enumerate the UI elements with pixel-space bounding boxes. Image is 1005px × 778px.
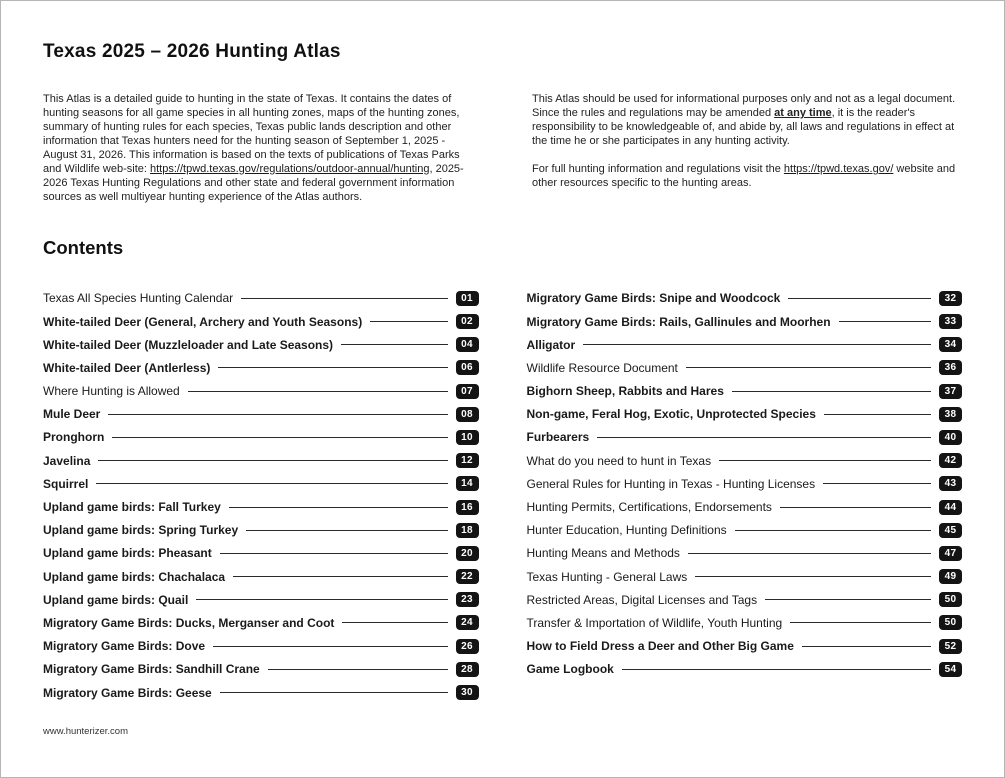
- toc-entry[interactable]: [527, 449, 963, 472]
- toc-page-badge: 07: [456, 384, 479, 399]
- toc-page-badge: 40: [939, 430, 962, 445]
- toc-leader-line: [268, 669, 448, 670]
- toc-entry[interactable]: [43, 426, 479, 449]
- toc-leader-line: [108, 414, 447, 415]
- toc-entry-label: Restricted Areas, Digital Licenses and Tags: [526, 592, 758, 607]
- toc-entry[interactable]: [43, 449, 479, 472]
- toc-page-badge: 28: [456, 662, 479, 677]
- more-info-text: For full hunting information and regulations visit the: [532, 162, 784, 175]
- toc-entry[interactable]: [527, 310, 963, 333]
- toc-page-badge: 43: [939, 476, 962, 491]
- toc-entry[interactable]: [527, 426, 963, 449]
- toc-entry-label: Migratory Game Birds: Ducks, Merganser and Coot: [43, 615, 335, 630]
- toc-page-badge: 18: [456, 523, 479, 538]
- toc-entry-label: Hunting Means and Methods: [526, 546, 680, 561]
- toc-entry[interactable]: [527, 658, 963, 681]
- toc-page-badge: 04: [456, 337, 479, 352]
- toc-leader-line: [597, 437, 931, 438]
- disclaimer-paragraph: [532, 93, 962, 149]
- toc-leader-line: [719, 460, 931, 461]
- toc-leader-line: [688, 553, 931, 554]
- toc-leader-line: [246, 530, 447, 531]
- toc-leader-line: [695, 576, 931, 577]
- toc-leader-line: [735, 530, 931, 531]
- toc-entry[interactable]: [43, 658, 479, 681]
- contents-heading: Contents: [43, 236, 124, 258]
- toc-leader-line: [218, 367, 447, 368]
- toc-entry-label: Hunter Education, Hunting Definitions: [526, 523, 727, 538]
- more-info-text-after: website and other resources specific to the hunting areas.: [532, 162, 956, 189]
- intro-section: [43, 93, 962, 205]
- toc-leader-line: [220, 692, 448, 693]
- toc-entry[interactable]: [43, 542, 479, 565]
- toc-leader-line: [196, 599, 447, 600]
- toc-page-badge: 44: [939, 500, 962, 515]
- toc-entry-label: Upland game birds: Chachalaca: [43, 569, 226, 584]
- toc-leader-line: [839, 321, 931, 322]
- toc-column-right: [527, 287, 963, 704]
- toc-entry[interactable]: [43, 310, 479, 333]
- toc-leader-line: [823, 483, 931, 484]
- toc-entry[interactable]: [527, 588, 963, 611]
- toc-entry[interactable]: [527, 635, 963, 658]
- disclaimer-text-after: , it is the reader's responsibility to be knowledgeable of, and abide by, all laws and regulations in effect at the time he or she participates in any hunting activity.: [532, 106, 955, 147]
- toc-leader-line: [788, 298, 931, 299]
- toc-page-badge: 42: [939, 453, 962, 468]
- toc-entry-label: Upland game birds: Spring Turkey: [43, 523, 239, 538]
- toc-entry-label: Javelina: [43, 453, 91, 468]
- toc-entry-label: Bighorn Sheep, Rabbits and Hares: [526, 384, 724, 399]
- toc-entry-label: Transfer & Importation of Wildlife, Youth Hunting: [526, 615, 783, 630]
- toc-page-badge: 33: [939, 314, 962, 329]
- toc-entry[interactable]: [43, 333, 479, 356]
- toc-entry-label: Upland game birds: Quail: [43, 592, 189, 607]
- toc-entry-label: Squirrel: [43, 476, 89, 491]
- toc-entry[interactable]: [527, 472, 963, 495]
- toc-leader-line: [342, 622, 447, 623]
- toc-column-left: [43, 287, 479, 704]
- footer-url: www.hunterizer.com: [43, 726, 129, 737]
- toc-leader-line: [98, 460, 447, 461]
- toc-leader-line: [370, 321, 447, 322]
- toc-entry-label: Pronghorn: [43, 430, 105, 445]
- toc-entry-label: Migratory Game Birds: Rails, Gallinules and Moorhen: [526, 314, 831, 329]
- intro-right-paragraphs: [532, 93, 962, 205]
- toc-leader-line: [241, 298, 447, 299]
- toc-entry-label: Migratory Game Birds: Dove: [43, 639, 206, 654]
- toc-entry[interactable]: [43, 356, 479, 379]
- intro-left-paragraph: [43, 93, 467, 205]
- at-any-time-emphasis: at any time: [774, 106, 832, 119]
- toc-entry[interactable]: [43, 565, 479, 588]
- toc-page-badge: 54: [939, 662, 962, 677]
- toc-entry-label: Hunting Permits, Certifications, Endorsements: [526, 500, 772, 515]
- toc-entry-label: White-tailed Deer (Antlerless): [43, 360, 211, 375]
- tpwd-website-link[interactable]: https://tpwd.texas.gov/: [783, 162, 894, 175]
- toc-page-badge: 14: [456, 476, 479, 491]
- toc-entry[interactable]: [43, 611, 479, 634]
- toc-page-badge: 50: [939, 615, 962, 630]
- toc-entry[interactable]: [43, 380, 479, 403]
- toc-entry-label: Wildlife Resource Document: [526, 360, 678, 375]
- toc-entry-label: Migratory Game Birds: Snipe and Woodcock: [526, 291, 781, 306]
- toc-page-badge: 49: [939, 569, 962, 584]
- toc-entry-label: Alligator: [526, 337, 576, 352]
- toc-entry[interactable]: [527, 333, 963, 356]
- tpwd-outdoor-annual-link[interactable]: https://tpwd.texas.gov/regulations/outdoor-annual/hunting: [150, 162, 430, 175]
- toc-page-badge: 37: [939, 384, 962, 399]
- intro-left-text: This Atlas is a detailed guide to hunting in the state of Texas. It contains the dates of hunting seasons for all game species in all hunting zones, maps of the hunting zones, summary of hunting rules for each species, Texas public lands description and other information that Texas hunters need for the hunting season of September 1, 2025 - August 31, 2026. This information is based on the texts of publications of Texas Parks and Wildlife web-site:: [43, 93, 460, 175]
- toc-leader-line: [802, 646, 931, 647]
- toc-entry[interactable]: [43, 495, 479, 518]
- toc-entry-label: Texas All Species Hunting Calendar: [43, 291, 234, 306]
- toc-entry-label: Game Logbook: [526, 662, 614, 677]
- toc-entry[interactable]: [43, 635, 479, 658]
- toc-page-badge: 10: [456, 430, 479, 445]
- toc-leader-line: [213, 646, 447, 647]
- toc-entry-label: What do you need to hunt in Texas: [526, 453, 712, 468]
- toc-page-badge: 45: [939, 523, 962, 538]
- toc-entry[interactable]: [43, 588, 479, 611]
- toc-page-badge: 52: [939, 639, 962, 654]
- more-info-paragraph: [532, 163, 962, 191]
- toc-page-badge: 26: [456, 639, 479, 654]
- toc-entry[interactable]: [527, 611, 963, 634]
- toc-entry[interactable]: [43, 519, 479, 542]
- toc-leader-line: [583, 344, 931, 345]
- toc-leader-line: [780, 507, 931, 508]
- toc-leader-line: [341, 344, 447, 345]
- toc-page-badge: 20: [456, 546, 479, 561]
- table-of-contents: [43, 287, 962, 704]
- disclaimer-text: This Atlas should be used for informational purposes only and not as a legal document. Since the rules and regulations may be amended: [532, 93, 956, 119]
- toc-entry-label: Furbearers: [526, 430, 590, 445]
- toc-entry-label: Upland game birds: Fall Turkey: [43, 500, 221, 515]
- toc-page-badge: 08: [456, 407, 479, 422]
- toc-entry[interactable]: [43, 403, 479, 426]
- toc-page-badge: 38: [939, 407, 962, 422]
- toc-leader-line: [686, 367, 931, 368]
- toc-entry[interactable]: [527, 495, 963, 518]
- toc-page-badge: 06: [456, 360, 479, 375]
- toc-entry[interactable]: [43, 681, 479, 704]
- toc-page-badge: 16: [456, 500, 479, 515]
- toc-page-badge: 30: [456, 685, 479, 700]
- toc-entry-label: How to Field Dress a Deer and Other Big Game: [526, 639, 794, 654]
- toc-leader-line: [732, 391, 931, 392]
- toc-page-badge: 22: [456, 569, 479, 584]
- toc-entry-label: Mule Deer: [43, 407, 101, 422]
- toc-leader-line: [233, 576, 447, 577]
- toc-entry-label: Migratory Game Birds: Geese: [43, 685, 212, 700]
- toc-leader-line: [824, 414, 931, 415]
- toc-page-badge: 23: [456, 592, 479, 607]
- toc-leader-line: [188, 391, 448, 392]
- toc-entry[interactable]: [527, 519, 963, 542]
- toc-page-badge: 47: [939, 546, 962, 561]
- toc-page-badge: 12: [456, 453, 479, 468]
- toc-leader-line: [112, 437, 447, 438]
- toc-entry[interactable]: [527, 287, 963, 310]
- intro-left-text-after: , 2025-2026 Texas Hunting Regulations and other state and federal government information sources as well multiyear hunting experience of the Atlas authors.: [43, 162, 464, 203]
- toc-entry[interactable]: [527, 565, 963, 588]
- toc-entry[interactable]: [43, 472, 479, 495]
- toc-leader-line: [622, 669, 931, 670]
- toc-entry[interactable]: [43, 287, 479, 310]
- toc-leader-line: [765, 599, 931, 600]
- toc-entry[interactable]: [527, 380, 963, 403]
- toc-leader-line: [220, 553, 448, 554]
- toc-entry[interactable]: [527, 403, 963, 426]
- toc-page-badge: 02: [456, 314, 479, 329]
- toc-page-badge: 24: [456, 615, 479, 630]
- toc-page-badge: 32: [939, 291, 962, 306]
- toc-entry-label: Upland game birds: Pheasant: [43, 546, 212, 561]
- toc-entry-label: Non-game, Feral Hog, Exotic, Unprotected Species: [526, 407, 816, 422]
- toc-leader-line: [229, 507, 448, 508]
- toc-page-badge: 50: [939, 592, 962, 607]
- toc-entry-label: White-tailed Deer (General, Archery and Youth Seasons): [43, 314, 363, 329]
- toc-page-badge: 34: [939, 337, 962, 352]
- toc-entry[interactable]: [527, 542, 963, 565]
- toc-entry-label: Texas Hunting - General Laws: [526, 569, 688, 584]
- toc-page-badge: 36: [939, 360, 962, 375]
- toc-leader-line: [96, 483, 447, 484]
- toc-entry-label: White-tailed Deer (Muzzleloader and Late Seasons): [43, 337, 334, 352]
- toc-entry-label: Migratory Game Birds: Sandhill Crane: [43, 662, 260, 677]
- toc-entry[interactable]: [527, 356, 963, 379]
- toc-page-badge: 01: [456, 291, 479, 306]
- page-title: Texas 2025 – 2026 Hunting Atlas: [43, 41, 341, 62]
- toc-entry-label: Where Hunting is Allowed: [43, 384, 180, 399]
- toc-entry-label: General Rules for Hunting in Texas - Hunting Licenses: [526, 476, 816, 491]
- toc-leader-line: [790, 622, 931, 623]
